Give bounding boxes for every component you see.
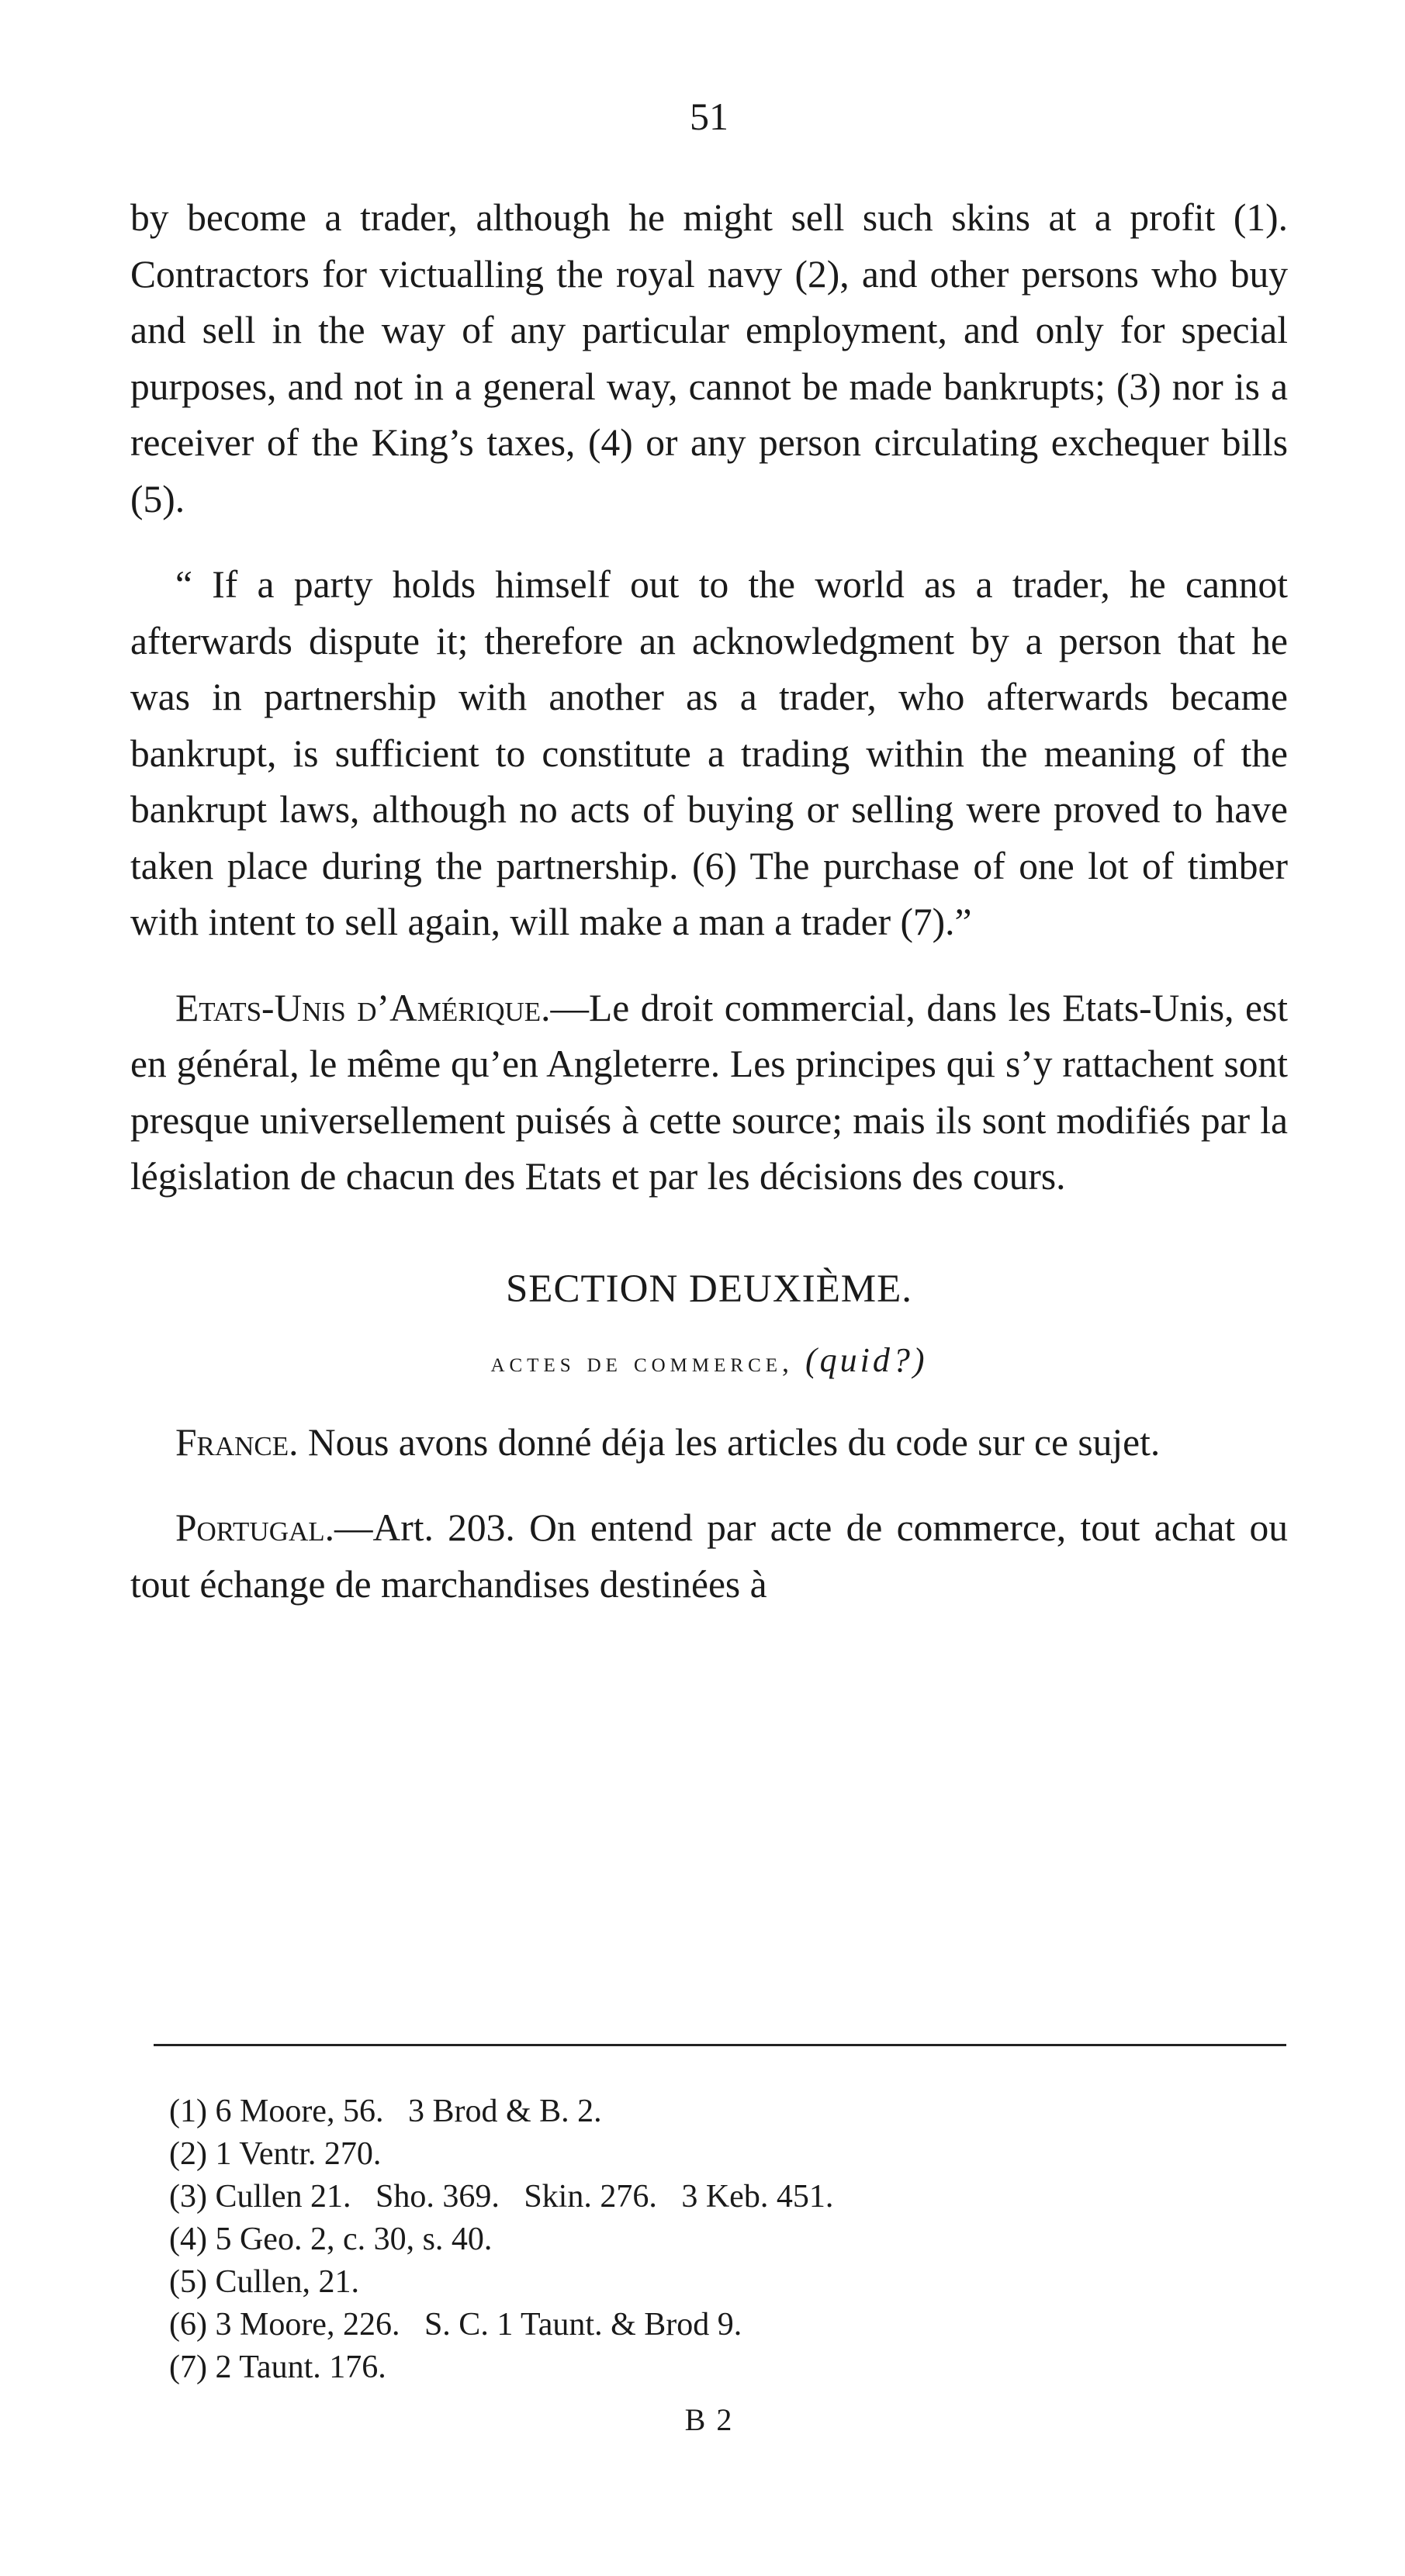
paragraph-5-text: —Art. 203. On entend par acte de commerce, tout achat ou tout échange de marchandises destinées à	[130, 1506, 1288, 1606]
paragraph-3-lead: Etats-Unis d’Amérique.	[175, 986, 551, 1029]
paragraph-4	[130, 1415, 1288, 1471]
paragraph-5-lead: Portugal.	[175, 1506, 335, 1549]
paragraph-3	[130, 980, 1288, 1205]
paragraph-2: “ If a party holds himself out to the world as a trader, he cannot afterwards dispute it; therefore an acknowledgment by a person that he was in partnership with another as a trader, who afterwards became bankrupt, is sufficient to constitute a trading within the meaning of the bankrupt laws, although no acts of buying or selling were proved to have taken place during the partnership. (6) The purchase of one lot of timber with intent to sell again, will make a man a trader (7).”	[130, 563, 1288, 943]
footnote-4: (4) 5 Geo. 2, c. 30, s. 40.	[169, 2222, 493, 2257]
footnote-6: (6) 3 Moore, 226. S. C. 1 Taunt. & Brod 9.	[169, 2307, 742, 2343]
signature-mark: B 2	[684, 2402, 734, 2437]
footnote-3: (3) Cullen 21. Sho. 369. Skin. 276. 3 Keb. 451.	[169, 2179, 834, 2215]
footnote-5: (5) Cullen, 21.	[169, 2264, 359, 2300]
section-subtitle-italic: (quid?)	[805, 1340, 928, 1379]
footnote-1: (1) 6 Moore, 56. 3 Brod & B. 2.	[169, 2094, 602, 2129]
book-page	[130, 0, 1288, 2576]
section-subtitle-text: actes de commerce,	[490, 1346, 794, 1378]
section-subtitle	[130, 1339, 1288, 1384]
paragraph-4-text: Nous avons donné déja les articles du code sur ce sujet.	[298, 1420, 1161, 1464]
footnote-2: (2) 1 Ventr. 270.	[169, 2136, 382, 2172]
footnote-rule	[154, 2044, 1286, 2046]
paragraph-5	[130, 1500, 1288, 1613]
section-title: SECTION DEUXIÈME.	[505, 1267, 913, 1311]
paragraph-3-text: —Le droit commercial, dans les Etats-Unis, est en général, le même qu’en Angleterre. Les principes qui s’y rattachent sont presque universellement puisés à cette source; mais ils sont modifiés par la législation de chacun des Etats et par les décisions des cours.	[130, 986, 1288, 1198]
paragraph-4-lead: France.	[175, 1420, 299, 1464]
page-number: 51	[690, 95, 728, 138]
footnotes	[169, 2090, 1255, 2389]
paragraph-1: by become a trader, although he might sell such skins at a profit (1). Contractors for victualling the royal navy (2), and other persons who buy and sell in the way of any particular employment, and only for special purposes, and not in a general way, cannot be made bankrupts; (3) nor is a receiver of the King’s taxes, (4) or any person circulating exchequer bills (5).	[130, 196, 1288, 520]
body-text	[130, 190, 1288, 1642]
footnote-7: (7) 2 Taunt. 176.	[169, 2350, 386, 2385]
